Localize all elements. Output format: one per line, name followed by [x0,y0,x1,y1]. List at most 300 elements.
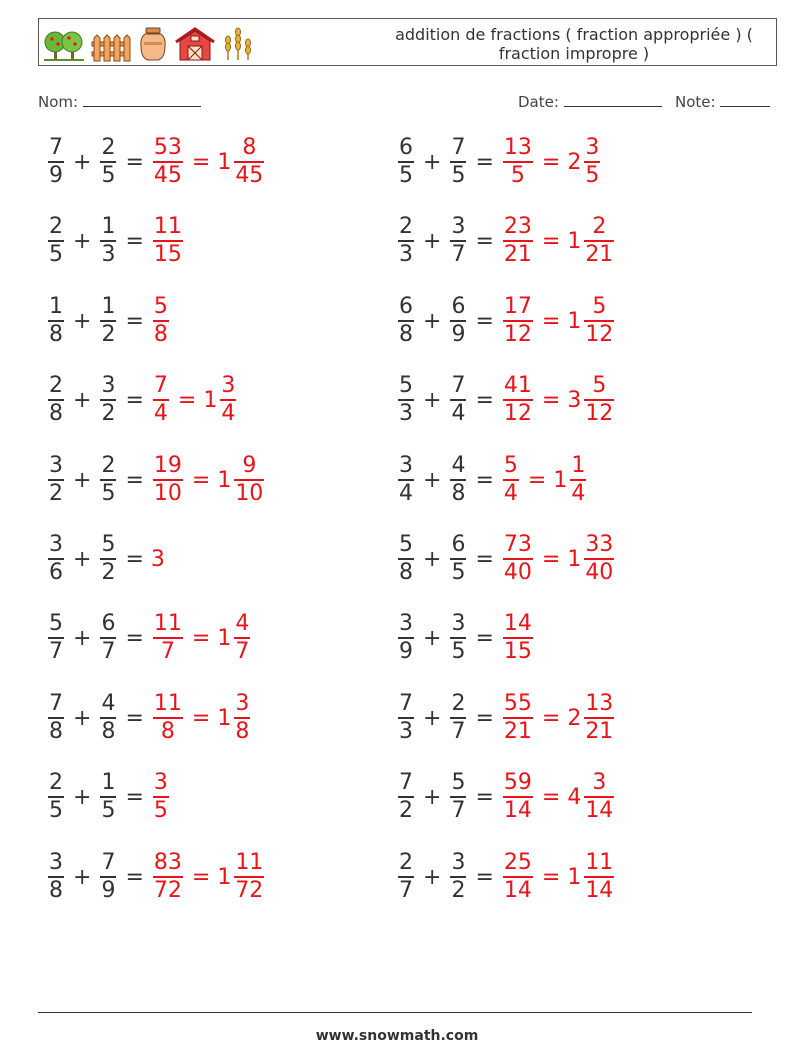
denominator: 9 [399,639,413,664]
denominator: 5 [510,163,525,188]
numerator: 11 [235,850,264,875]
denominator: 14 [585,798,614,823]
equals-sign: = [475,149,494,175]
equals-sign: = [125,784,144,810]
numerator: 11 [153,691,182,716]
numerator: 5 [399,373,413,398]
denominator: 5 [101,163,116,188]
equals-sign: = [177,387,197,413]
mixed-whole: 1 [217,864,232,890]
denominator: 3 [101,242,116,267]
problem-item [396,847,616,907]
denominator: 7 [451,242,466,267]
mixed-fraction [584,135,600,189]
numerator: 3 [101,373,116,398]
answer-fraction [153,691,183,745]
operand-a [398,294,414,348]
denominator: 6 [49,560,63,585]
denominator: 7 [101,639,116,664]
denominator: 4 [451,401,466,426]
denominator: 21 [503,719,532,744]
denominator: 21 [503,242,532,267]
denominator: 12 [503,401,532,426]
numerator: 5 [399,532,413,557]
mixed-fraction [234,453,264,507]
numerator: 41 [503,373,532,398]
mixed-whole: 1 [203,387,218,413]
denominator: 7 [235,639,250,664]
plus-sign: + [423,387,442,413]
equals-sign: = [191,625,211,651]
denominator: 8 [235,719,250,744]
answer-fraction [503,691,533,745]
problem-item [46,847,266,907]
equals-sign: = [191,705,211,731]
numerator: 7 [399,770,413,795]
denominator: 3 [399,719,413,744]
denominator: 7 [451,798,466,823]
operand-a [398,214,414,268]
denominator: 2 [451,878,466,903]
answer-fraction [153,770,169,824]
equals-sign: = [125,705,144,731]
mixed-whole: 1 [567,546,582,572]
date-label: Date: [518,93,559,111]
operand-a [398,691,414,745]
numerator: 7 [101,850,116,875]
denominator: 8 [49,322,63,347]
answer-fraction [503,611,533,665]
mixed-whole: 3 [567,387,582,413]
mixed-whole: 1 [217,625,232,651]
denominator: 5 [451,560,466,585]
denominator: 4 [503,481,518,506]
numerator: 7 [451,135,466,160]
denominator: 8 [153,322,168,347]
mixed-fraction [584,294,614,348]
equals-sign: = [125,308,144,334]
mixed-fraction [584,770,614,824]
denominator: 8 [49,401,63,426]
plus-sign: + [73,387,92,413]
denominator: 3 [399,401,413,426]
numerator: 23 [503,214,532,239]
header-box [38,18,777,66]
mixed-whole: 2 [567,149,582,175]
equals-sign: = [125,546,144,572]
numerator: 1 [101,214,116,239]
mixed-fraction [220,373,236,427]
numerator: 7 [451,373,466,398]
denominator: 2 [101,401,116,426]
numerator: 9 [242,453,257,478]
denominator: 14 [585,878,614,903]
denominator: 8 [101,719,116,744]
answer [151,453,185,507]
denominator: 12 [503,322,532,347]
denominator: 9 [101,878,116,903]
operand-a [48,453,64,507]
mixed-whole: 1 [567,864,582,890]
mixed-fraction [584,532,614,586]
denominator: 5 [153,798,168,823]
equals-sign: = [125,228,144,254]
answer [151,611,185,665]
header-icons [42,22,256,62]
answer [151,373,171,427]
mixed-whole: 2 [567,705,582,731]
plus-sign: + [73,149,92,175]
denominator: 9 [49,163,63,188]
mixed-number [217,453,266,507]
denominator: 5 [399,163,413,188]
mixed-whole: 1 [553,467,568,493]
numerator: 6 [399,135,413,160]
operand-a [48,532,64,586]
numerator: 2 [592,214,607,239]
denominator: 10 [235,481,264,506]
mixed-fraction [234,850,264,904]
operand-a [48,373,64,427]
answer-fraction [153,135,183,189]
numerator: 55 [503,691,532,716]
mixed-number [567,691,616,745]
mixed-whole: 1 [567,228,582,254]
numerator: 2 [101,135,116,160]
mixed-whole: 1 [217,705,232,731]
operand-a [398,770,414,824]
problem-item [396,291,616,351]
answer [501,214,535,268]
operand-a [48,135,64,189]
denominator: 7 [160,639,175,664]
plus-sign: + [73,705,92,731]
answer [151,850,185,904]
denominator: 21 [585,719,614,744]
numerator: 73 [503,532,532,557]
denominator: 9 [451,322,466,347]
answer-fraction [503,532,533,586]
answer-fraction [153,453,183,507]
numerator: 4 [101,691,116,716]
numerator: 5 [49,611,63,636]
mixed-number [567,294,616,348]
denominator: 5 [101,798,116,823]
mixed-number [217,611,252,665]
mixed-number [567,532,616,586]
operand-b [450,532,466,586]
operand-a [398,532,414,586]
answer-integer: 3 [150,546,165,572]
mixed-fraction [570,453,586,507]
numerator: 5 [503,453,518,478]
wheat-icon [220,26,256,62]
numerator: 8 [242,135,257,160]
plus-sign: + [423,308,442,334]
answer [501,850,535,904]
mixed-number [217,135,266,189]
equals-sign: = [541,149,561,175]
numerator: 7 [49,135,63,160]
operand-a [48,611,64,665]
equals-sign: = [541,784,561,810]
equals-sign: = [475,228,494,254]
footer-url: www.snowmath.com [315,1028,479,1044]
mixed-fraction [234,691,250,745]
operand-b [100,294,116,348]
operand-b [100,850,116,904]
denominator: 14 [503,798,532,823]
numerator: 13 [503,135,532,160]
equals-sign: = [541,308,561,334]
denominator: 4 [399,481,413,506]
equals-sign: = [475,864,494,890]
equals-sign: = [541,228,561,254]
numerator: 6 [451,294,466,319]
equals-sign: = [125,625,144,651]
mixed-number [567,135,602,189]
denominator: 40 [585,560,614,585]
numerator: 2 [49,373,63,398]
numerator: 2 [49,770,63,795]
answer-fraction [153,611,183,665]
operand-b [450,294,466,348]
plus-sign: + [423,625,442,651]
numerator: 1 [571,453,586,478]
equals-sign: = [475,308,494,334]
denominator: 4 [153,401,168,426]
mixed-number [567,770,616,824]
answer-fraction [503,294,533,348]
operand-a [398,135,414,189]
numerator: 3 [399,611,413,636]
answer [151,770,171,824]
numerator: 53 [153,135,182,160]
note-label: Note: [675,93,716,111]
mixed-number [567,214,616,268]
problem-item [46,450,266,510]
numerator: 6 [451,532,466,557]
denominator: 8 [49,878,63,903]
denominator: 8 [451,481,466,506]
numerator: 2 [101,453,116,478]
numerator: 13 [585,691,614,716]
numerator: 3 [451,850,466,875]
operand-b [450,611,466,665]
answer-fraction [503,373,533,427]
plus-sign: + [73,308,92,334]
numerator: 1 [101,770,116,795]
answer [151,135,185,189]
answer-fraction [503,453,519,507]
equals-sign: = [191,864,211,890]
plus-sign: + [423,467,442,493]
denominator: 5 [451,639,466,664]
denominator: 4 [571,481,586,506]
answer [501,770,535,824]
date-line[interactable] [564,92,662,107]
jar-icon [136,26,170,62]
name-label: Nom: [38,93,79,111]
numerator: 3 [153,770,168,795]
operand-a [398,373,414,427]
denominator: 45 [153,163,182,188]
equals-sign: = [191,149,211,175]
denominator: 5 [49,242,63,267]
problem-item [396,211,616,271]
operand-b [450,135,466,189]
denominator: 72 [235,878,264,903]
problem-item [46,767,171,827]
operand-b [100,611,116,665]
numerator: 11 [585,850,614,875]
equals-sign: = [541,546,561,572]
operand-a [398,453,414,507]
numerator: 14 [503,611,532,636]
denominator: 7 [399,878,413,903]
numerator: 59 [503,770,532,795]
numerator: 3 [221,373,236,398]
equals-sign: = [125,467,144,493]
name-field[interactable] [38,92,201,111]
denominator: 8 [49,719,63,744]
equals-sign: = [191,467,211,493]
denominator: 15 [153,242,182,267]
denominator: 8 [160,719,175,744]
answer [501,135,535,189]
numerator: 4 [235,611,250,636]
mixed-fraction [234,135,264,189]
numerator: 17 [503,294,532,319]
mixed-fraction [584,691,614,745]
note-field[interactable] [675,92,770,111]
problem-item [396,370,616,430]
answer [501,373,535,427]
operand-b [100,214,116,268]
denominator: 7 [49,639,63,664]
denominator: 8 [399,560,413,585]
problem-item [46,291,171,351]
operand-b [100,691,116,745]
operand-b [450,214,466,268]
mixed-whole: 1 [217,467,232,493]
problem-item [396,529,616,589]
denominator: 12 [585,322,614,347]
mixed-number [567,373,616,427]
note-line[interactable] [720,92,770,107]
plus-sign: + [73,864,92,890]
date-field[interactable] [518,92,662,111]
numerator: 6 [399,294,413,319]
numerator: 2 [49,214,63,239]
operand-b [100,453,116,507]
numerator: 3 [592,770,607,795]
problem-item [396,132,602,192]
mixed-number [553,453,588,507]
numerator: 5 [101,532,116,557]
operand-a [398,611,414,665]
numerator: 33 [585,532,614,557]
denominator: 21 [585,242,614,267]
answer-fraction [503,770,533,824]
plus-sign: + [73,467,92,493]
numerator: 3 [49,532,63,557]
denominator: 12 [585,401,614,426]
numerator: 4 [451,453,466,478]
mixed-fraction [584,373,614,427]
plus-sign: + [73,625,92,651]
denominator: 15 [503,639,532,664]
mixed-whole: 1 [217,149,232,175]
equals-sign: = [541,864,561,890]
numerator: 2 [451,691,466,716]
operand-b [450,453,466,507]
problem-item [46,608,252,668]
equals-sign: = [125,864,144,890]
equals-sign: = [475,625,494,651]
equals-sign: = [475,784,494,810]
numerator: 2 [399,850,413,875]
plus-sign: + [423,546,442,572]
numerator: 1 [101,294,116,319]
mixed-fraction [584,214,614,268]
operand-b [100,373,116,427]
problem-item [396,608,535,668]
name-line[interactable] [83,92,201,107]
plus-sign: + [73,784,92,810]
plus-sign: + [423,149,442,175]
mixed-number [567,850,616,904]
plus-sign: + [423,784,442,810]
mixed-number [203,373,238,427]
denominator: 40 [503,560,532,585]
operand-a [48,294,64,348]
operand-b [100,770,116,824]
answer [151,214,185,268]
denominator: 14 [503,878,532,903]
denominator: 5 [585,163,600,188]
plus-sign: + [423,705,442,731]
equals-sign: = [475,387,494,413]
plus-sign: + [423,864,442,890]
plus-sign: + [73,546,92,572]
mixed-whole: 4 [567,784,582,810]
equals-sign: = [475,705,494,731]
denominator: 5 [451,163,466,188]
numerator: 5 [592,294,607,319]
mixed-number [217,691,252,745]
answer [151,691,185,745]
operand-b [100,135,116,189]
numerator: 5 [153,294,168,319]
problem-item [46,529,165,589]
numerator: 3 [451,214,466,239]
numerator: 25 [503,850,532,875]
answer [501,532,535,586]
numerator: 3 [399,453,413,478]
numerator: 3 [49,453,63,478]
numerator: 6 [101,611,116,636]
numerator: 19 [153,453,182,478]
operand-a [48,691,64,745]
equals-sign: = [541,387,561,413]
numerator: 7 [153,373,168,398]
answer-fraction [153,214,183,268]
equals-sign: = [475,467,494,493]
answer-fraction [153,373,169,427]
problem-item [46,211,185,271]
denominator: 3 [399,242,413,267]
